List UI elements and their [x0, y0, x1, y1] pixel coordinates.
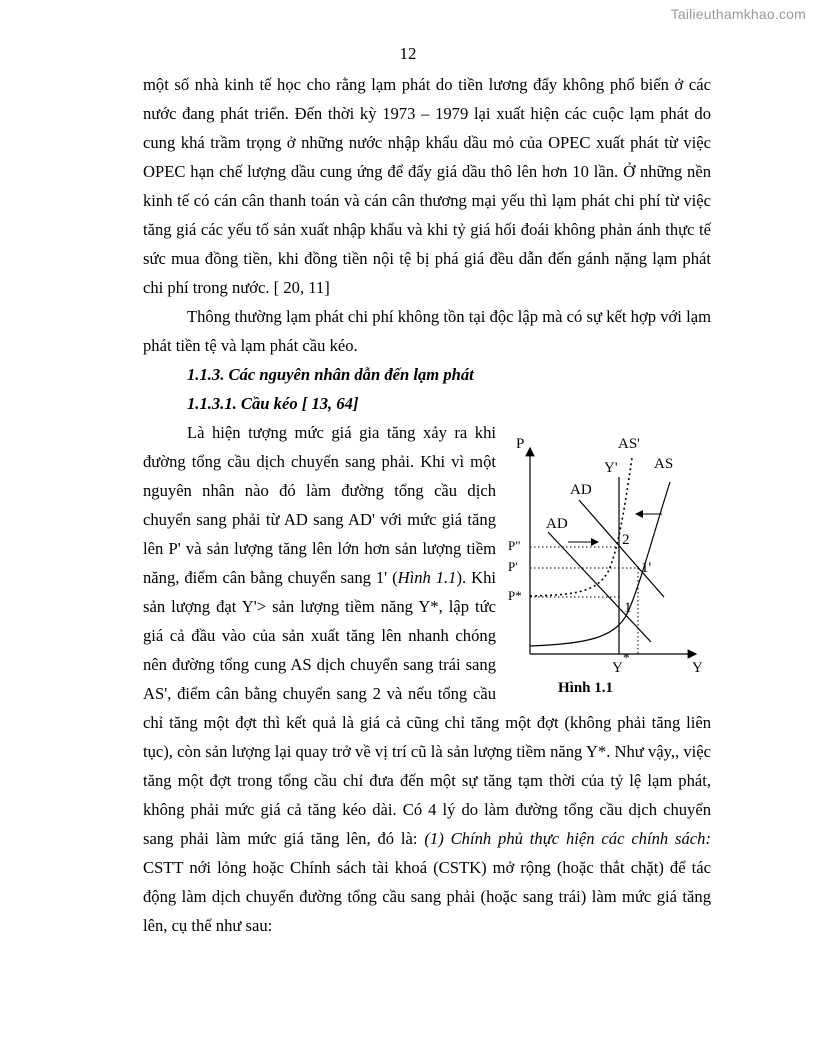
label-point-1-prime: 1': [641, 560, 652, 576]
paragraph-3: [143, 418, 711, 940]
label-y: Y: [692, 660, 703, 676]
label-p-double-prime: P": [508, 538, 521, 553]
paragraph-3-text-c: CSTT nới lỏng hoặc Chính sách tài khoá (CSTK) mở rộng (hoặc thắt chặt) để tác động làm dịch chuyển đường tổng cầu sang phải (hoặc sang trái) làm mức giá tăng lên, cụ thể như sau:: [143, 858, 711, 935]
section-heading: 1.1.3. Các nguyên nhân dẫn đến lạm phát: [187, 365, 474, 384]
label-y-prime: Y': [604, 460, 618, 476]
subsection-heading: 1.1.3.1. Cầu kéo [ 13, 64]: [187, 394, 359, 413]
label-ad: AD: [546, 516, 568, 532]
watermark: Tailieuthamkhao.com: [670, 6, 806, 22]
label-y-star: Y: [612, 660, 623, 676]
label-point-1: 1: [624, 600, 632, 616]
figure-reference: Hình 1.1: [397, 568, 457, 587]
paragraph-2: Thông thường lạm phát chi phí không tồn tại độc lập mà có sự kết hợp với lạm phát tiền tệ và lạm phát cầu kéo.: [143, 307, 711, 355]
label-point-2: 2: [622, 532, 630, 548]
label-y-star-sup: *: [623, 650, 630, 665]
ad-prime-curve: [579, 500, 664, 597]
paragraph-3-text-a: Là hiện tượng mức giá gia tăng xảy ra khi đường tổng cầu dịch chuyển sang phải. Khi vì một nguyên nhân nào đó làm đường tổng cầu dịch chuyển sang phải từ AD sang AD' với mức giá tăng lên P' và sản lượng tăng lên lớn hơn sản lượng tiềm năng, điểm cân bằng chuyển sang 1' (: [143, 423, 496, 587]
paragraph-1: một số nhà kinh tế học cho rằng lạm phát do tiền lương đẩy không phổ biến ở các nước đang phát triển. Đến thời kỳ 1973 – 1979 lại xuất hiện các cuộc lạm phát do cung khá trầm trọng ở những nước nhập khẩu dầu mỏ của OPEC xuất phát từ việc OPEC hạn chế lượng dầu cung ứng để đẩy giá dầu thô lên hơn 10 lần. Ở những nền kinh tế có cán cân thanh toán và cán cân thương mại yếu thì lạm phát chi phí từ việc tăng giá các yếu tố sản xuất nhập khẩu và khi tỷ giá hối đoái không phản ánh thực tế sức mua đồng tiền, khi đồng tiền nội tệ bị phá giá đều dẫn đến gánh nặng lạm phát chi phí trong nước. [ 20, 11]: [143, 75, 711, 297]
ad-curve: [548, 532, 651, 642]
label-ad-prime: AD: [570, 482, 592, 498]
page-number: 12: [399, 44, 417, 63]
paragraph-3-text-b: ). Khi sản lượng đạt Y'> sản lượng tiềm năng Y*, lập tức giá cả đầu vào của sản xuất tăng lên nhanh chóng nên đường tổng cung AS dịch chuyển sang trái sang AS', điểm cân bằng chuyển sang 2 và nếu tổng cầu chỉ tăng một đợt thì kết quả là giá cả cũng chỉ tăng một đợt (không phải tăng liên tục), còn sản lượng lại quay trở về vị trí cũ là sản lượng tiềm năng Y*. Như vậy,, việc tăng một đợt trong tổng cầu chỉ đưa đến một sự tăng tạm thời của tỷ lệ lạm phát, không phải mức giá cả tăng kéo dài. Có 4 lý do làm đường tổng cầu dịch chuyển sang phải làm mức giá tăng lên, đó là:: [143, 568, 711, 848]
figure-caption: Hình 1.1: [558, 680, 614, 692]
page-body: [143, 70, 711, 940]
ad-as-diagram: [506, 432, 711, 692]
label-p-star: P*: [508, 588, 522, 603]
paragraph-3-italic: (1) Chính phủ thực hiện các chính sách:: [424, 829, 711, 848]
label-as: AS: [654, 456, 674, 472]
figure-1-1: [506, 432, 711, 692]
label-p-prime: P': [508, 559, 518, 574]
label-as-prime: AS': [618, 436, 640, 452]
label-p: P: [516, 436, 525, 452]
